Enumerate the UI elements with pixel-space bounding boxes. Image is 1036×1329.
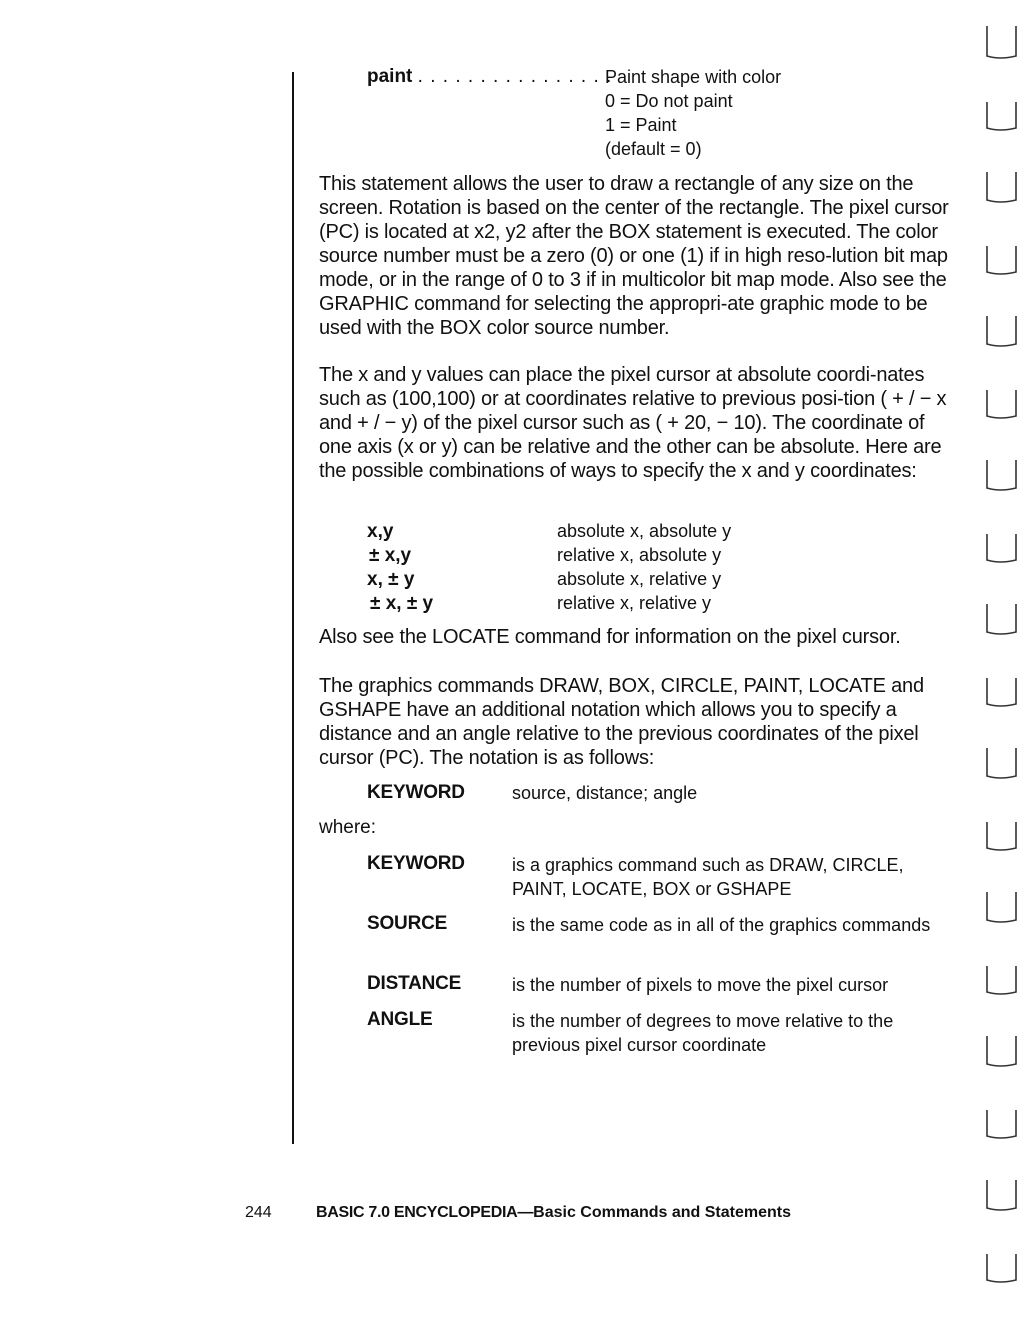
binding-hole-icon bbox=[980, 954, 1020, 998]
definition-term: KEYWORD bbox=[367, 853, 465, 874]
definition-desc: is the number of degrees to move relative to the previous pixel cursor coordinate bbox=[512, 1011, 894, 1055]
definition-term: ANGLE bbox=[367, 1009, 433, 1030]
definition-term: SOURCE bbox=[367, 913, 448, 934]
combo-code: ± x,y bbox=[369, 545, 412, 566]
combo-desc: relative x, absolute y bbox=[557, 545, 722, 565]
param-leader: . . . . . . . . . . . . . . . . bbox=[417, 66, 613, 87]
binding-hole-icon bbox=[980, 234, 1020, 278]
footer-book-title: BASIC 7.0 ENCYCLOPEDIA— bbox=[316, 1204, 534, 1221]
combo-code: x,y bbox=[367, 521, 394, 542]
syntax-args: source, distance; angle bbox=[512, 783, 698, 803]
combo-desc: absolute x, relative y bbox=[557, 569, 722, 589]
paragraph-coordinates: The x and y values can place the pixel cursor at absolute coordi-nates such as (100,100) or at coordinates relative to previous posi-tion ( + / − x and + / − y) of the pixel cursor such as ( + 20, − 10). The coordinate of one axis (x or y) can be relative and the other can be absolute. Here are the possible combinations of ways to specify the x and y coordinates: bbox=[319, 364, 947, 482]
paragraph-box-description: This statement allows the user to draw a rectangle of any size on the screen. Rotation is based on the center of the rectangle. The pixel cursor (PC) is located at x2, y2 after the BOX statement is executed. The color source number must be a zero (0) or one (1) if in high reso-lution bit map mode, or in the range of 0 to 3 if in multicolor bit map mode. Also see the GRAPHIC command for selecting the appropri-ate graphic mode to be used with the BOX color source number. bbox=[319, 173, 949, 339]
binding-hole-icon bbox=[980, 594, 1020, 638]
binding-hole-icon bbox=[980, 1242, 1020, 1286]
binding-hole-icon bbox=[980, 522, 1020, 566]
binding-hole-icon bbox=[980, 666, 1020, 710]
param-line: (default = 0) bbox=[605, 139, 702, 159]
combo-desc: relative x, relative y bbox=[557, 593, 712, 613]
page-number: 244 bbox=[245, 1204, 272, 1221]
running-footer bbox=[316, 1204, 791, 1222]
syntax-keyword: KEYWORD bbox=[367, 782, 465, 803]
paragraph-locate: Also see the LOCATE command for information on the pixel cursor. bbox=[319, 626, 901, 648]
combo-code: ± x, ± y bbox=[370, 593, 434, 614]
combo-row bbox=[370, 591, 433, 616]
binding-hole-icon bbox=[980, 810, 1020, 854]
binding-hole-icon bbox=[980, 1170, 1020, 1214]
margin-rule bbox=[292, 72, 294, 1144]
definition-desc: is the number of pixels to move the pixel cursor bbox=[512, 975, 889, 995]
param-description bbox=[605, 65, 781, 161]
param-line: 1 = Paint bbox=[605, 115, 677, 135]
binding-hole-icon bbox=[980, 90, 1020, 134]
binding-hole-icon bbox=[980, 162, 1020, 206]
param-name-text: paint bbox=[367, 66, 413, 87]
combo-row bbox=[367, 567, 414, 592]
param-line: Paint shape with color bbox=[605, 67, 782, 87]
binding-hole-icon bbox=[980, 882, 1020, 926]
definition-desc: is the same code as in all of the graphics commands bbox=[512, 915, 931, 935]
definition-term: DISTANCE bbox=[367, 973, 462, 994]
footer-section: Basic Commands and Statements bbox=[533, 1204, 791, 1221]
definition-desc: is a graphics command such as DRAW, CIRCLE, PAINT, LOCATE, BOX or GSHAPE bbox=[512, 855, 904, 899]
param-name bbox=[367, 66, 612, 88]
binding-hole-icon bbox=[980, 1026, 1020, 1070]
combo-row bbox=[369, 543, 411, 568]
paragraph-notation: The graphics commands DRAW, BOX, CIRCLE, PAINT, LOCATE and GSHAPE have an additional notation which allows you to specify a distance and an angle relative to the previous coordinates of the pixel cursor (PC). The notation is as follows: bbox=[319, 675, 924, 769]
binding-hole-icon bbox=[980, 306, 1020, 350]
binding-hole-icon bbox=[980, 18, 1020, 62]
combo-row bbox=[367, 519, 393, 544]
binding-hole-icon bbox=[980, 738, 1020, 782]
binding-hole-icon bbox=[980, 1098, 1020, 1142]
binding-hole-icon bbox=[980, 378, 1020, 422]
param-line: 0 = Do not paint bbox=[605, 91, 733, 111]
combo-desc: absolute x, absolute y bbox=[557, 521, 732, 541]
where-label: where: bbox=[319, 817, 377, 838]
combo-code: x, ± y bbox=[367, 569, 415, 590]
binding-hole-icon bbox=[980, 450, 1020, 494]
